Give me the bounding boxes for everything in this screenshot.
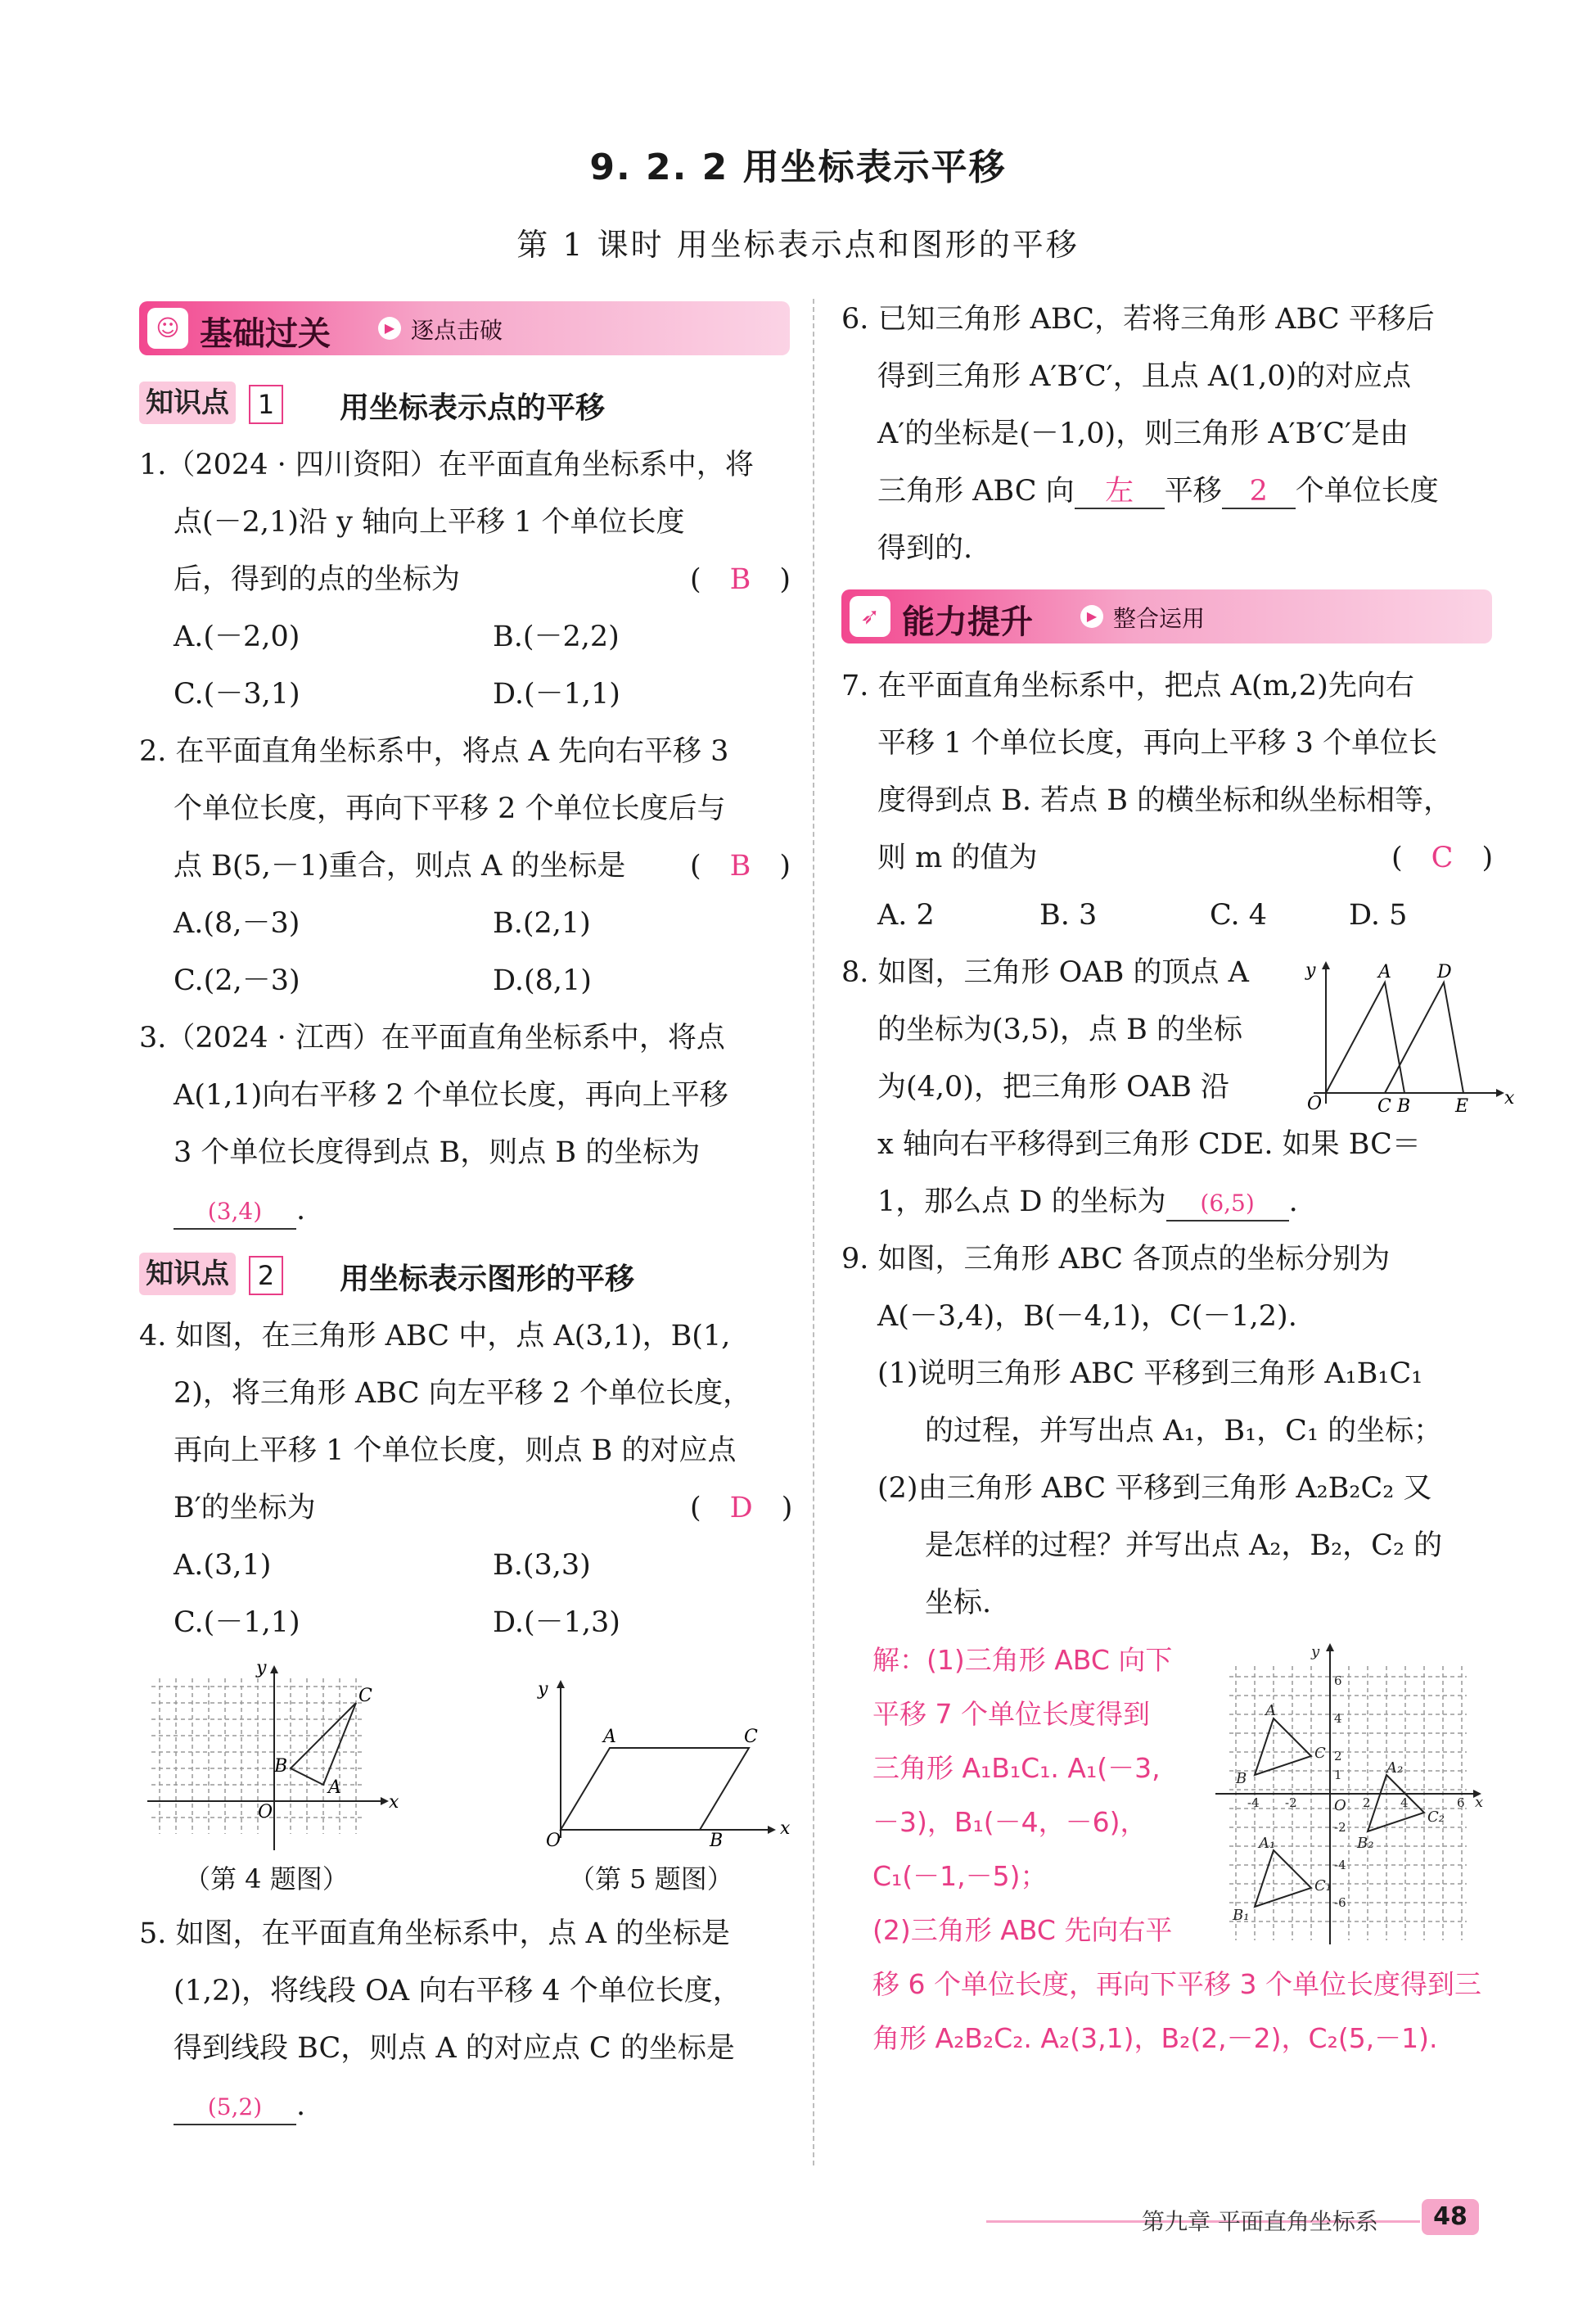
q9-solution-line-8: 角形 A₂B₂C₂. A₂(3,1)，B₂(2,－2)，C₂(5,－1).: [872, 2022, 1438, 2054]
q7-line-2: 平移 1 个单位长度，再向上平移 3 个单位长: [877, 727, 1438, 760]
q8-answer: (6,5): [1166, 1187, 1289, 1221]
q1-answer: ( B ): [690, 563, 791, 596]
x-tick-4: 4: [1400, 1795, 1409, 1810]
q9-line-1: 9. 如图，三角形 ABC 各顶点的坐标分别为: [841, 1243, 1391, 1276]
basic-banner-title: 基础过关: [200, 315, 331, 353]
q1-line-1: 1.（2024 · 四川资阳）在平面直角坐标系中，将: [139, 449, 754, 481]
q5-line-1: 5. 如图，在平面直角坐标系中，点 A 的坐标是: [139, 1917, 731, 1950]
triangle-abc: [1255, 1718, 1311, 1775]
q9-figure: [1211, 1633, 1490, 1949]
q4-line-3: 再向上平移 1 个单位长度，则点 B 的对应点: [174, 1434, 737, 1467]
q3-answer: (3,4): [174, 1195, 296, 1230]
x-arrow: [768, 1826, 776, 1834]
y-tick-2: 2: [1334, 1749, 1342, 1763]
q7-option-d: D. 5: [1349, 899, 1408, 932]
q1-option-b: B.(－2,2): [493, 621, 620, 653]
q3-line-2: A(1,1)向右平移 2 个单位长度，再向上平移: [174, 1079, 728, 1112]
people-icon: ☺: [147, 308, 188, 349]
ability-banner-title: 能力提升: [902, 603, 1033, 641]
x-tick-minus-2: -2: [1285, 1795, 1297, 1810]
x-label: x: [780, 1818, 790, 1839]
q7-answer: ( C ): [1391, 842, 1494, 874]
knowledge-title: 用坐标表示点的平移: [340, 391, 606, 425]
triangle-oab: [1326, 982, 1404, 1093]
q7-line-3: 度得到点 B. 若点 B 的横坐标和纵坐标相等，: [877, 784, 1453, 817]
x-label: x: [1475, 1794, 1484, 1811]
knowledge-number: 1: [249, 385, 283, 424]
q4-option-b: B.(3,3): [493, 1549, 591, 1582]
knowledge-point-1: [139, 382, 712, 424]
q3-line-3: 3 个单位长度得到点 B，则点 B 的坐标为: [174, 1136, 701, 1169]
q4-line-2: 2)，将三角形 ABC 向左平移 2 个单位长度，: [174, 1377, 752, 1410]
play-icon: ▶: [1080, 605, 1103, 628]
q2-option-a: A.(8,－3): [174, 907, 300, 940]
rocket-icon: ➶: [850, 596, 890, 637]
x-tick-6: 6: [1457, 1795, 1465, 1810]
q2-option-b: B.(2,1): [493, 907, 591, 940]
y-tick-6: 6: [1334, 1673, 1342, 1688]
q1-line-3: 后，得到的点的坐标为: [174, 563, 461, 596]
point-a2-label: A₂: [1386, 1759, 1404, 1777]
q9-line-4: 的过程，并写出点 A₁，B₁，C₁ 的坐标；: [925, 1415, 1443, 1447]
q2-option-c: C.(2,－3): [174, 964, 300, 997]
q9-solution-line-6: (2)三角形 ABC 先向右平: [872, 1914, 1173, 1946]
x-tick-2: 2: [1363, 1795, 1371, 1810]
point-c-label: C: [358, 1686, 372, 1706]
point-b1-label: B₁: [1233, 1907, 1250, 1924]
point-b-label: B: [274, 1756, 288, 1777]
y-tick-1: 1: [1334, 1768, 1342, 1782]
point-b-label: B: [1397, 1096, 1411, 1116]
point-a-label: A: [603, 1727, 616, 1747]
q5-answer: (5,2): [174, 2091, 296, 2125]
q4-figure: [143, 1662, 405, 1858]
y-tick-minus-4: -4: [1334, 1858, 1346, 1872]
point-c-label: C: [1377, 1096, 1391, 1116]
y-arrow: [270, 1665, 278, 1673]
q9-line-7: 坐标.: [925, 1587, 992, 1619]
q4-option-d: D.(－1,3): [493, 1606, 620, 1639]
q2-line-1: 2. 在平面直角坐标系中，将点 A 先向右平移 3: [139, 735, 729, 768]
play-icon: ▶: [378, 317, 401, 340]
column-divider: [813, 299, 814, 2165]
q6-line-4: 三角形 ABC 向 左 平移 2 个单位长度: [877, 475, 1439, 508]
q8-line-2: 的坐标为(3,5)，点 B 的坐标: [877, 1014, 1242, 1046]
y-arrow: [1326, 1643, 1334, 1651]
y-label: y: [1305, 960, 1316, 981]
y-arrow: [557, 1680, 565, 1688]
chapter-label: 第九章 平面直角坐标系: [1142, 2208, 1378, 2235]
x-label: x: [389, 1792, 399, 1813]
y-label: y: [538, 1679, 548, 1700]
ability-banner-subtitle: 整合运用: [1113, 605, 1206, 632]
q2-answer: ( B ): [690, 850, 791, 883]
triangle-a2b2c2: [1368, 1775, 1424, 1831]
origin-label: O: [546, 1831, 561, 1850]
y-arrow: [1322, 961, 1330, 969]
q8-line-5: 1，那么点 D 的坐标为 (6,5) .: [877, 1185, 1298, 1221]
q6-line-5: 得到的.: [877, 532, 973, 565]
q2-line-2: 个单位长度，再向下平移 2 个单位长度后与: [174, 793, 726, 825]
q5-line-3: 得到线段 BC，则点 A 的对应点 C 的坐标是: [174, 2032, 735, 2065]
q9-solution-line-2: 平移 7 个单位长度得到: [872, 1698, 1150, 1730]
section-title: 9. 2. 2 用坐标表示平移: [589, 147, 1007, 188]
q8-line-1: 8. 如图，三角形 OAB 的顶点 A: [841, 956, 1249, 989]
q2-line-3: 点 B(5,－1)重合，则点 A 的坐标是: [174, 850, 626, 883]
q4-line-1: 4. 如图，在三角形 ABC 中，点 A(3,1)，B(1,: [139, 1320, 731, 1352]
q9-solution-line-3: 三角形 A₁B₁C₁. A₁(－3,: [872, 1752, 1161, 1784]
y-label: y: [1311, 1643, 1320, 1660]
q9-solution-line-4: －3)，B₁(－4，－6)，: [872, 1806, 1147, 1838]
q6-line-1: 6. 已知三角形 ABC，若将三角形 ABC 平移后: [841, 303, 1435, 336]
y-tick-minus-6: -6: [1334, 1895, 1346, 1910]
q5-figure: [528, 1670, 790, 1850]
x-label: x: [1504, 1088, 1514, 1109]
q4-line-4: B′的坐标为: [174, 1492, 316, 1524]
point-a1-label: A₁: [1259, 1835, 1276, 1852]
point-a-label: A: [328, 1777, 341, 1798]
point-c-label: C: [1314, 1745, 1326, 1762]
q7-option-a: A. 2: [877, 899, 935, 932]
q4-option-c: C.(－1,1): [174, 1606, 300, 1639]
knowledge-title: 用坐标表示图形的平移: [340, 1262, 635, 1296]
q1-option-a: A.(－2,0): [174, 621, 300, 653]
q1-option-c: C.(－3,1): [174, 678, 300, 711]
knowledge-point-2: [139, 1253, 712, 1295]
q5-caption: （第 5 题图）: [569, 1863, 733, 1894]
q4-option-a: A.(3,1): [174, 1549, 272, 1582]
q6-answer-number: 2: [1222, 475, 1296, 509]
q9-line-3: (1)说明三角形 ABC 平移到三角形 A₁B₁C₁: [877, 1357, 1423, 1390]
q4-caption: （第 4 题图）: [184, 1863, 349, 1894]
origin-label: O: [258, 1802, 273, 1822]
origin-label: O: [1334, 1797, 1346, 1814]
point-d-label: D: [1437, 962, 1452, 982]
q2-option-d: D.(8,1): [493, 964, 592, 997]
q9-solution-line-7: 移 6 个单位长度，再向下平移 3 个单位长度得到三: [872, 1968, 1481, 2000]
q8-line-3: 为(4,0)，把三角形 OAB 沿: [877, 1071, 1229, 1104]
page-number: 48: [1422, 2199, 1479, 2235]
q4-answer: ( D ): [690, 1492, 793, 1524]
basic-banner-subtitle: 逐点击破: [411, 317, 503, 344]
ability-banner: [841, 589, 1492, 643]
y-tick-4: 4: [1334, 1711, 1342, 1726]
q6-line-2: 得到三角形 A′B′C′，且点 A(1,0)的对应点: [877, 360, 1412, 393]
q9-line-5: (2)由三角形 ABC 平移到三角形 A₂B₂C₂ 又: [877, 1472, 1432, 1505]
q5-parallelogram: [561, 1748, 749, 1830]
x-arrow: [381, 1797, 389, 1805]
basic-banner: [139, 301, 790, 355]
point-c-label: C: [744, 1727, 758, 1747]
origin-label: O: [1307, 1094, 1323, 1114]
q3-line-1: 3.（2024 · 江西）在平面直角坐标系中，将点: [139, 1022, 725, 1054]
q7-option-b: B. 3: [1039, 899, 1098, 932]
knowledge-tag: 知识点: [139, 1253, 236, 1295]
q1-option-d: D.(－1,1): [493, 678, 620, 711]
lesson-title: 第 1 课时 用坐标表示点和图形的平移: [516, 227, 1080, 263]
q3-answer-line: (3,4) .: [174, 1194, 305, 1230]
q6-line-3: A′的坐标是(－1,0)，则三角形 A′B′C′是由: [877, 418, 1409, 450]
y-tick-minus-2: -2: [1334, 1820, 1346, 1835]
knowledge-tag: 知识点: [139, 382, 236, 424]
point-c1-label: C₁: [1314, 1877, 1332, 1894]
q7-line-1: 7. 在平面直角坐标系中，把点 A(m,2)先向右: [841, 670, 1414, 702]
triangle-a1b1c1: [1255, 1850, 1311, 1907]
x-arrow: [1496, 1089, 1504, 1097]
q8-line-4: x 轴向右平移得到三角形 CDE. 如果 BC＝: [877, 1128, 1421, 1161]
q1-line-2: 点(－2,1)沿 y 轴向上平移 1 个单位长度: [174, 506, 685, 539]
point-b2-label: B₂: [1357, 1835, 1374, 1852]
knowledge-number: 2: [249, 1256, 283, 1295]
q9-line-2: A(－3,4)，B(－4,1)，C(－1,2).: [877, 1300, 1297, 1333]
point-e-label: E: [1455, 1096, 1469, 1116]
q9-solution-line-1: 解：(1)三角形 ABC 向下: [872, 1644, 1173, 1676]
x-tick-minus-4: -4: [1247, 1795, 1260, 1810]
q6-answer-direction: 左: [1075, 475, 1165, 509]
point-b-label: B: [710, 1831, 724, 1850]
y-label: y: [256, 1662, 267, 1678]
point-a-label: A: [1265, 1702, 1276, 1719]
q7-option-c: C. 4: [1210, 899, 1268, 932]
q5-answer-line: (5,2) .: [174, 2089, 305, 2125]
point-a-label: A: [1378, 962, 1391, 982]
q9-solution-line-5: C₁(－1,－5)；: [872, 1860, 1048, 1892]
q9-line-6: 是怎样的过程？并写出点 A₂，B₂，C₂ 的: [925, 1529, 1443, 1562]
q8-figure: [1297, 956, 1514, 1116]
point-b-label: B: [1236, 1770, 1247, 1787]
q7-line-4: 则 m 的值为: [877, 842, 1038, 874]
triangle-cde: [1385, 982, 1463, 1093]
point-c2-label: C₂: [1427, 1809, 1445, 1826]
q5-line-2: (1,2)，将线段 OA 向右平移 4 个单位长度，: [174, 1975, 742, 2007]
